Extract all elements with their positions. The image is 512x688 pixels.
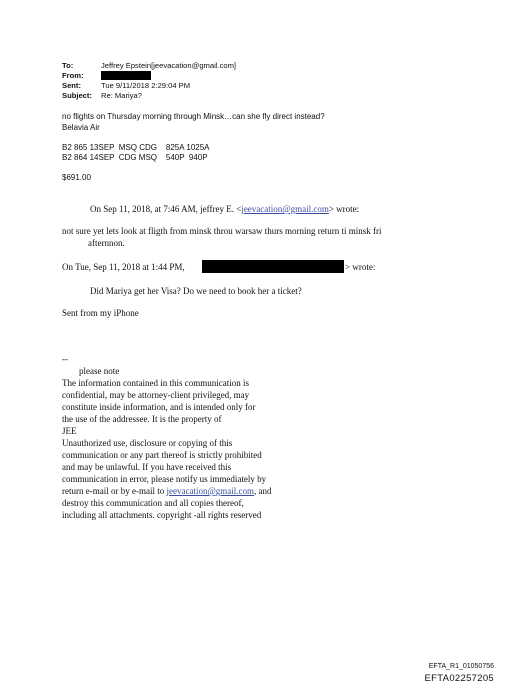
disclaimer-email-prefix: return e-mail or by e-mail to (62, 486, 167, 496)
quote-2-signature: Sent from my iPhone (62, 308, 139, 318)
disclaimer-line: JEE (62, 426, 77, 436)
disclaimer-line: destroy this communication and all copies thereof, (62, 498, 244, 508)
disclaimer-please-note: please note (79, 366, 120, 376)
disclaimer-email-link[interactable]: jeevacation@gmail.com (166, 486, 254, 496)
subject-label: Subject: (62, 91, 92, 100)
subject-value: Re: Mariya? (101, 91, 142, 100)
flight-line-2: B2 864 14SEP CDG MSQ 540P 940P (62, 153, 208, 162)
disclaimer-line: communication or any part thereof is strictly prohibited (62, 450, 262, 460)
to-label: To: (62, 61, 74, 70)
price: $691.00 (62, 173, 91, 182)
quote-1-email-link[interactable]: jeevacation@gmail.com (241, 204, 329, 214)
disclaimer-line: confidential, may be attorney-client privileged, may (62, 390, 250, 400)
message-line-1: no flights on Thursday morning through Minsk…can she fly direct instead? (62, 112, 325, 121)
quote-1-prefix: On Sep 11, 2018, at 7:46 AM, jeffrey E. < (90, 204, 242, 214)
quote-1-suffix: > wrote: (328, 204, 360, 214)
sent-value: Tue 9/11/2018 2:29:04 PM (101, 81, 191, 90)
footer-ref-1: EFTA_R1_01050756 (428, 663, 494, 670)
quote-2-suffix: > wrote: (345, 262, 376, 272)
disclaimer-dashes: -- (62, 354, 68, 364)
quote-1-line-2: afternnon. (88, 238, 125, 248)
from-redaction (101, 71, 151, 80)
disclaimer-line: constitute inside information, and is intended only for (62, 402, 256, 412)
to-value: Jeffrey Epstein[jeevacation@gmail.com] (101, 61, 237, 70)
disclaimer-email-suffix: , and (253, 486, 272, 496)
message-line-2: Belavia Air (62, 123, 100, 132)
quote-2-line-1: Did Mariya get her Visa? Do we need to book her a ticket? (90, 286, 302, 296)
disclaimer-line: communication in error, please notify us immediately by (62, 474, 267, 484)
disclaimer-line-email (62, 486, 271, 498)
quote-1-line-1: not sure yet lets look at fligth from minsk throu warsaw thurs morning return ti minsk fri (62, 226, 382, 236)
from-label: From: (62, 71, 84, 80)
quote-1-attribution (90, 204, 359, 216)
footer-ref-2: EFTA02257205 (424, 673, 494, 684)
disclaimer-line: the use of the addressee. It is the property of (62, 414, 222, 424)
disclaimer-line: Unauthorized use, disclosure or copying of this (62, 438, 233, 448)
sent-label: Sent: (62, 81, 81, 90)
quote-2-redaction (202, 260, 344, 273)
disclaimer-line: including all attachments. copyright -all rights reserved (62, 510, 262, 520)
quote-2-prefix: On Tue, Sep 11, 2018 at 1:44 PM, (62, 262, 185, 272)
flight-line-1: B2 865 13SEP MSQ CDG 825A 1025A (62, 143, 210, 152)
disclaimer-line: and may be unlawful. If you have received this (62, 462, 232, 472)
disclaimer-line: The information contained in this communication is (62, 378, 249, 388)
